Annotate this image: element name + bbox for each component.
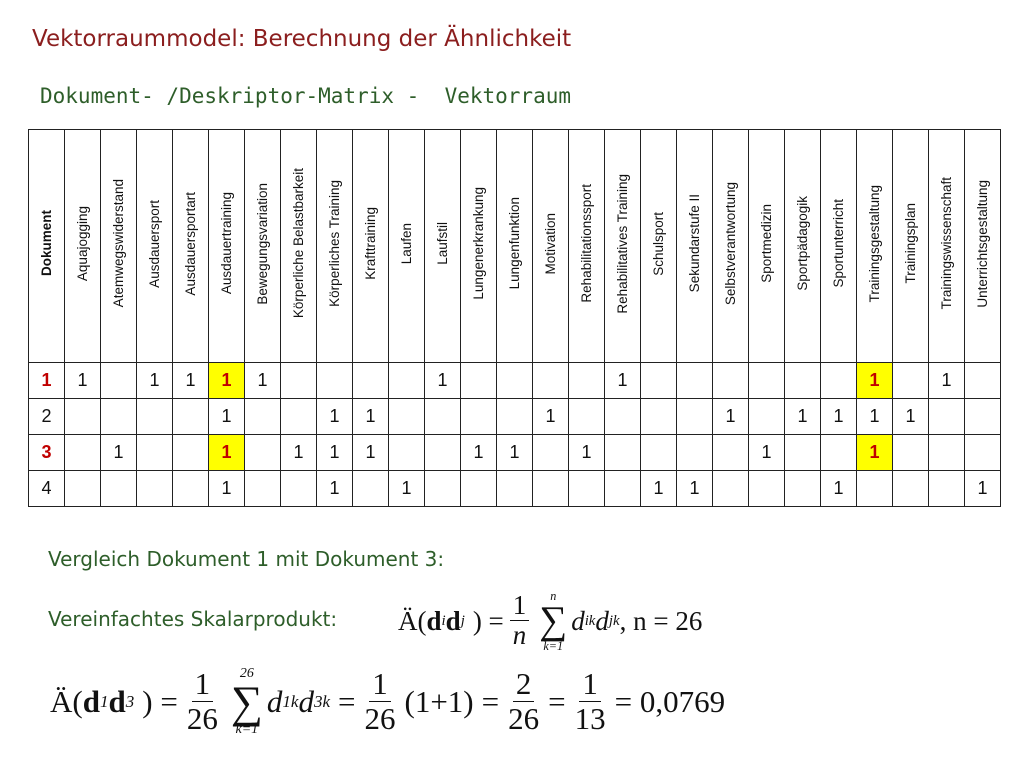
column-header-descriptor <box>209 130 245 363</box>
sum-upper-limit: n <box>550 589 557 604</box>
table-cell <box>785 435 821 471</box>
comparison-heading: Vergleich Dokument 1 mit Dokument 3: <box>48 547 445 571</box>
table-cell: 1 <box>929 363 965 399</box>
formula-term-d: d <box>298 684 314 719</box>
column-header-descriptor <box>533 130 569 363</box>
table-cell <box>101 399 137 435</box>
table-cell <box>893 435 929 471</box>
table-cell: 1 <box>317 435 353 471</box>
column-header-document <box>29 130 65 363</box>
table-cell <box>893 363 929 399</box>
column-header-label: Sportmedizin <box>759 204 774 283</box>
table-cell <box>749 471 785 507</box>
row-document-id: 2 <box>29 399 65 435</box>
table-cell: 1 <box>317 471 353 507</box>
formula-tail: , n = 26 <box>619 605 703 636</box>
table-cell <box>821 363 857 399</box>
table-cell <box>749 399 785 435</box>
formula-sub-3k: 3k <box>313 692 331 711</box>
sum-lower-limit: k=1 <box>235 722 259 738</box>
formula-rparen-equals: ) = <box>142 684 178 719</box>
formula-summation <box>539 590 567 652</box>
document-descriptor-matrix <box>28 129 1001 507</box>
table-cell <box>173 435 209 471</box>
column-header-descriptor <box>173 130 209 363</box>
column-header-descriptor <box>821 130 857 363</box>
formula-fraction <box>505 668 542 736</box>
table-cell <box>497 471 533 507</box>
column-header-descriptor <box>101 130 137 363</box>
formula-vector-d: d <box>82 684 100 719</box>
table-cell <box>389 399 425 435</box>
column-header-descriptor <box>317 130 353 363</box>
column-header-label: Sportpädagogik <box>795 196 810 291</box>
formula-equals: = <box>481 684 500 719</box>
table-cell: 1 <box>857 435 893 471</box>
formula-fraction <box>510 591 530 650</box>
column-header-descriptor <box>677 130 713 363</box>
column-header-descriptor <box>713 130 749 363</box>
table-cell <box>749 363 785 399</box>
table-cell <box>641 363 677 399</box>
table-cell <box>137 435 173 471</box>
column-header-label: Ausdauersport <box>147 199 162 288</box>
table-cell: 1 <box>389 471 425 507</box>
column-header-label: Motivation <box>543 212 558 275</box>
table-cell: 1 <box>209 435 245 471</box>
column-header-label: Rehabilitationssport <box>579 184 594 303</box>
table-cell <box>317 363 353 399</box>
fraction-numerator: 1 <box>579 668 601 702</box>
table-cell <box>389 435 425 471</box>
table-cell: 1 <box>857 363 893 399</box>
table-cell <box>713 471 749 507</box>
similarity-formula-computed <box>50 662 725 742</box>
table-cell <box>353 471 389 507</box>
column-header-descriptor <box>425 130 461 363</box>
table-row <box>29 471 1001 507</box>
formula-equals: = <box>548 684 566 719</box>
formula-fraction <box>362 668 399 736</box>
column-header-descriptor <box>65 130 101 363</box>
column-header-descriptor <box>641 130 677 363</box>
table-cell <box>641 399 677 435</box>
table-cell <box>137 471 173 507</box>
fraction-denominator: 13 <box>574 700 606 736</box>
table-cell <box>605 435 641 471</box>
column-header-label: Schulsport <box>651 211 666 276</box>
table-cell <box>821 435 857 471</box>
table-cell <box>929 471 965 507</box>
table-cell <box>965 399 1001 435</box>
table-cell: 1 <box>245 363 281 399</box>
section-subtitle: Dokument- /Deskriptor-Matrix - Vektorraum <box>40 84 572 108</box>
table-cell <box>569 471 605 507</box>
table-cell: 1 <box>137 363 173 399</box>
table-cell <box>65 471 101 507</box>
column-header-label: Aquajogging <box>75 205 90 282</box>
column-header-descriptor <box>497 130 533 363</box>
table-cell <box>281 363 317 399</box>
table-cell <box>173 471 209 507</box>
column-header-label: Sekundarstufe II <box>687 194 702 293</box>
table-cell <box>245 471 281 507</box>
sum-sigma: ∑ <box>230 676 263 727</box>
table-cell: 1 <box>713 399 749 435</box>
table-cell <box>65 435 101 471</box>
table-cell <box>461 399 497 435</box>
formula-vector-d: d <box>445 605 461 636</box>
fraction-denominator: 26 <box>364 700 396 736</box>
column-header-label: Krafttraining <box>363 207 378 280</box>
fraction-numerator: 1 <box>369 668 391 702</box>
table-cell: 1 <box>353 399 389 435</box>
table-cell: 1 <box>965 471 1001 507</box>
table-cell: 1 <box>893 399 929 435</box>
formula-lhs: Ä( <box>398 605 427 636</box>
table-cell <box>785 363 821 399</box>
column-header-descriptor <box>389 130 425 363</box>
table-cell <box>281 399 317 435</box>
formula-sub-1: 1 <box>99 692 109 711</box>
formula-term-d: d <box>266 684 283 719</box>
table-cell: 1 <box>497 435 533 471</box>
table-cell: 1 <box>641 471 677 507</box>
table-cell <box>101 471 137 507</box>
matrix-header-row <box>29 130 1001 363</box>
table-cell: 1 <box>785 399 821 435</box>
page-title: Vektorraummodel: Berechnung der Ähnlichkeit <box>32 26 572 52</box>
table-cell <box>929 399 965 435</box>
column-header-label: Körperliche Belastbarkeit <box>291 168 306 319</box>
formula-fraction <box>572 668 609 736</box>
table-cell <box>497 363 533 399</box>
table-cell: 1 <box>65 363 101 399</box>
column-header-label: Laufen <box>399 222 414 265</box>
table-cell <box>569 363 605 399</box>
table-cell: 1 <box>533 399 569 435</box>
table-cell <box>713 435 749 471</box>
matrix-body <box>29 363 1001 507</box>
column-header-label: Lungenerkrankung <box>471 187 486 300</box>
table-cell: 1 <box>857 399 893 435</box>
column-header-descriptor <box>893 130 929 363</box>
formula-vector-d: d <box>108 684 126 719</box>
table-cell <box>641 435 677 471</box>
fraction-numerator: 2 <box>513 668 535 702</box>
formula-sub-1k: 1k <box>282 692 299 711</box>
column-header-descriptor <box>245 130 281 363</box>
table-cell <box>857 471 893 507</box>
fraction-denominator: 26 <box>186 700 218 736</box>
column-header-descriptor <box>929 130 965 363</box>
table-cell <box>461 363 497 399</box>
table-cell: 1 <box>821 471 857 507</box>
formula-sub-j: j <box>460 612 465 629</box>
table-cell <box>461 471 497 507</box>
table-cell <box>497 399 533 435</box>
column-header-label: Unterrichtsgestaltung <box>975 179 990 308</box>
table-cell <box>965 363 1001 399</box>
table-cell <box>137 399 173 435</box>
column-header-label: Trainingsplan <box>903 203 918 284</box>
table-cell <box>389 363 425 399</box>
column-header-descriptor <box>965 130 1001 363</box>
column-header-descriptor <box>605 130 641 363</box>
table-cell <box>173 399 209 435</box>
table-cell <box>533 363 569 399</box>
table-cell <box>533 435 569 471</box>
table-cell: 1 <box>209 363 245 399</box>
row-document-id: 4 <box>29 471 65 507</box>
column-header-descriptor <box>137 130 173 363</box>
fraction-numerator: 1 <box>510 591 530 620</box>
table-cell <box>569 399 605 435</box>
formula-term-d: d <box>571 605 585 636</box>
table-cell: 1 <box>677 471 713 507</box>
formula-lhs: Ä( <box>50 684 83 719</box>
column-header-label: Bewegungsvariation <box>255 182 270 305</box>
fraction-denominator: n <box>512 619 527 650</box>
column-header-descriptor <box>857 130 893 363</box>
table-cell: 1 <box>317 399 353 435</box>
row-document-id: 3 <box>29 435 65 471</box>
table-cell <box>785 471 821 507</box>
table-cell <box>245 435 281 471</box>
table-cell: 1 <box>353 435 389 471</box>
formula-rparen-equals: ) = <box>472 605 504 636</box>
table-cell: 1 <box>461 435 497 471</box>
column-header-descriptor <box>569 130 605 363</box>
table-cell: 1 <box>209 399 245 435</box>
table-cell <box>677 363 713 399</box>
table-cell: 1 <box>281 435 317 471</box>
table-cell <box>605 471 641 507</box>
formula-sub-ik: ik <box>584 612 596 629</box>
table-row <box>29 399 1001 435</box>
table-cell <box>533 471 569 507</box>
column-header-label: Körperliches Training <box>327 180 342 307</box>
column-header-label: Atemwegswiderstand <box>111 179 126 308</box>
column-header-label: Rehabilitatives Training <box>615 173 630 314</box>
column-header-descriptor <box>281 130 317 363</box>
table-cell <box>353 363 389 399</box>
fraction-denominator: 26 <box>508 700 540 736</box>
table-cell <box>965 435 1001 471</box>
sum-upper-limit: 26 <box>239 665 254 681</box>
sum-lower-limit: k=1 <box>543 638 564 653</box>
formula-paren-sum: (1+1) <box>404 684 474 719</box>
table-cell <box>893 471 929 507</box>
table-cell <box>425 399 461 435</box>
table-row <box>29 363 1001 399</box>
table-cell: 1 <box>749 435 785 471</box>
column-header-label: Lungenfunktion <box>507 197 522 290</box>
formula-equals: = <box>338 684 356 719</box>
formula-result: = 0,0769 <box>614 684 726 719</box>
column-header-descriptor <box>785 130 821 363</box>
similarity-formula-general <box>398 584 702 658</box>
table-cell <box>101 363 137 399</box>
fraction-numerator: 1 <box>192 668 214 702</box>
table-cell: 1 <box>821 399 857 435</box>
column-header-label: Ausdauertraining <box>219 192 234 295</box>
table-cell: 1 <box>569 435 605 471</box>
column-header-label: Trainingswissenschaft <box>939 177 954 310</box>
table-cell: 1 <box>101 435 137 471</box>
table-cell <box>605 399 641 435</box>
formula-vector-d: d <box>426 605 442 636</box>
table-cell: 1 <box>605 363 641 399</box>
formula-sub-3: 3 <box>125 692 135 711</box>
table-cell: 1 <box>173 363 209 399</box>
column-header-label: Selbstverantwortung <box>723 181 738 306</box>
table-cell: 1 <box>425 363 461 399</box>
table-cell <box>425 471 461 507</box>
formula-sub-jk: jk <box>608 612 620 629</box>
table-cell <box>425 435 461 471</box>
table-cell <box>245 399 281 435</box>
table-cell <box>929 435 965 471</box>
column-header-label: Dokument <box>39 210 54 277</box>
column-header-descriptor <box>461 130 497 363</box>
table-cell: 1 <box>209 471 245 507</box>
formula-summation <box>231 667 263 738</box>
table-row <box>29 435 1001 471</box>
formula-fraction <box>184 668 221 736</box>
table-cell <box>713 363 749 399</box>
sum-sigma: ∑ <box>539 599 568 643</box>
table-cell <box>677 399 713 435</box>
column-header-label: Sportunterricht <box>831 199 846 288</box>
column-header-label: Trainingsgestaltung <box>867 184 882 303</box>
row-document-id: 1 <box>29 363 65 399</box>
column-header-label: Laufstil <box>435 222 450 265</box>
table-cell <box>65 399 101 435</box>
column-header-descriptor <box>353 130 389 363</box>
column-header-descriptor <box>749 130 785 363</box>
scalar-product-label: Vereinfachtes Skalarprodukt: <box>48 607 338 631</box>
formula-sub-i: i <box>441 612 446 629</box>
table-cell <box>281 471 317 507</box>
table-cell <box>677 435 713 471</box>
formula-term-d: d <box>595 605 609 636</box>
column-header-label: Ausdauersportart <box>183 191 198 296</box>
